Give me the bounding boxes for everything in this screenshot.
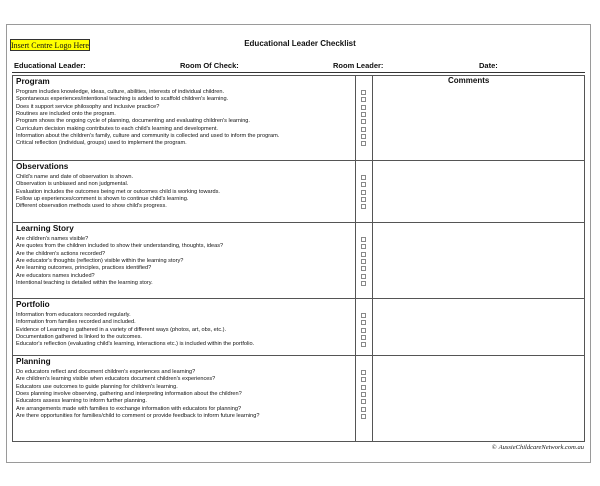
section-planning: [13, 356, 584, 443]
checkbox[interactable]: [361, 175, 366, 180]
checkbox[interactable]: [361, 320, 366, 325]
checkbox[interactable]: [361, 204, 366, 209]
section-title: Learning Story: [16, 224, 74, 233]
checkbox[interactable]: [361, 335, 366, 340]
checklist-item: Program includes knowledge, ideas, culture, abilities, interests of individual children.: [16, 89, 225, 95]
checklist-item: Educator's reflection (evaluating child's learning, interactions etc.) is included within the portfolio.: [16, 341, 255, 348]
checkbox[interactable]: [361, 90, 366, 95]
footer-site: AussieChildcareNetwork.com.au: [498, 444, 584, 451]
checklist-item: Are the children's actions recorded?: [16, 250, 106, 257]
checklist-item: Evaluation includes the outcomes being met or outcomes child is working towards.: [16, 188, 220, 195]
section-learning-story: [13, 223, 584, 299]
comments-heading: Comments: [448, 76, 490, 85]
checklist-item: Are arrangements made with families to exchange information with educators for planning?: [16, 405, 242, 412]
section-title: Planning: [16, 357, 51, 366]
date-label: Date:: [479, 61, 498, 70]
checkbox[interactable]: [361, 134, 366, 139]
copyright-symbol: ©: [491, 444, 497, 451]
checklist-item: Documentation gathered is linked to the outcomes.: [16, 333, 142, 340]
checklist-item: Intentional teaching is detailed within the learning story.: [16, 279, 153, 286]
checkbox[interactable]: [361, 259, 366, 264]
checkbox[interactable]: [361, 127, 366, 132]
checklist-item: Information from educators recorded regularly.: [16, 312, 131, 318]
section-title: Observations: [16, 162, 69, 171]
checklist-item: Follow up experiences/comment is shown to continue child's learning.: [16, 195, 189, 202]
checkbox[interactable]: [361, 399, 366, 404]
checklist-item: Does it support service philosophy and inclusive practice?: [16, 103, 160, 110]
checklist-item: Different observation methods used to show child's progress.: [16, 203, 167, 210]
checkbox[interactable]: [361, 97, 366, 102]
checkbox[interactable]: [361, 407, 366, 412]
checklist-item: Do educators reflect and document children's experiences and learning?: [16, 369, 196, 375]
checkbox[interactable]: [361, 281, 366, 286]
header-divider: [12, 72, 585, 73]
checkbox[interactable]: [361, 342, 366, 347]
section-title: Program: [16, 77, 50, 86]
checklist-item: Critical reflection (individual, groups) used to implement the program.: [16, 140, 187, 147]
logo-placeholder: Insert Centre Logo Here: [11, 41, 89, 50]
checkbox[interactable]: [361, 392, 366, 397]
educational-leader-label: Educational Leader:: [14, 61, 86, 70]
room-of-check-label: Room Of Check:: [180, 61, 239, 70]
checklist-item: Routines are included onto the program.: [16, 110, 116, 117]
checkbox[interactable]: [361, 370, 366, 375]
checklist-item: Evidence of Learning is gathered in a variety of different ways (photos, art, obs, etc.).: [16, 326, 227, 333]
checkbox[interactable]: [361, 105, 366, 110]
checkbox[interactable]: [361, 141, 366, 146]
checkbox[interactable]: [361, 385, 366, 390]
checklist-item: Are there opportunities for families/child to comment or provide feedback to inform future learning?: [16, 412, 260, 419]
checklist-item: Does planning involve observing, gathering and interpreting information about the children?: [16, 390, 242, 397]
checklist-item: Are educators names included?: [16, 272, 95, 279]
checklist-item: Educators use outcomes to guide planning for children's learning.: [16, 383, 178, 390]
checklist-item: Information about the children's family, culture and community is collected and used to inform the program.: [16, 132, 280, 139]
checklist-item: Are children's learning visible when educators document children's experiences?: [16, 376, 216, 383]
checklist-item: Spontaneous experiences/intentional teaching is added to scaffold children's learning.: [16, 96, 229, 103]
room-leader-label: Room Leader:: [333, 61, 384, 70]
checkbox[interactable]: [361, 328, 366, 333]
checklist-item: Are quotes from the children included to show their understanding, thoughts, ideas?: [16, 243, 224, 250]
checklist-table: [12, 75, 585, 442]
checklist-item: Child's name and date of observation is shown.: [16, 174, 134, 180]
footer-credit: [492, 444, 584, 451]
checkbox[interactable]: [361, 237, 366, 242]
checkbox[interactable]: [361, 197, 366, 202]
checkbox[interactable]: [361, 182, 366, 187]
checklist-item: Educators assess learning to inform further planning.: [16, 398, 147, 405]
checkbox[interactable]: [361, 119, 366, 124]
checkbox[interactable]: [361, 414, 366, 419]
checklist-item: Observation is unbiased and non judgmental.: [16, 181, 129, 188]
checklist-item: Curriculum decision making contributes to each child's learning and development.: [16, 125, 218, 132]
section-portfolio: [13, 299, 584, 356]
checklist-item: Are learning outcomes, principles, practices identified?: [16, 265, 152, 272]
checkbox[interactable]: [361, 244, 366, 249]
checkbox[interactable]: [361, 252, 366, 257]
checkbox[interactable]: [361, 313, 366, 318]
checklist-item: Are educator's thoughts (reflection) visible within the learning story?: [16, 257, 184, 264]
checklist-item: Information from families recorded and included.: [16, 319, 136, 326]
checkbox[interactable]: [361, 190, 366, 195]
section-title: Portfolio: [16, 300, 50, 309]
page-title: Educational Leader Checklist: [244, 39, 356, 48]
checklist-item: Program shows the ongoing cycle of planning, documenting and evaluating children's learning.: [16, 118, 250, 125]
section-observations: [13, 161, 584, 223]
checkbox[interactable]: [361, 112, 366, 117]
section-program: [13, 76, 584, 161]
checklist-item: Are children's names visible?: [16, 236, 89, 242]
checkbox[interactable]: [361, 274, 366, 279]
checkbox[interactable]: [361, 377, 366, 382]
checkbox[interactable]: [361, 266, 366, 271]
